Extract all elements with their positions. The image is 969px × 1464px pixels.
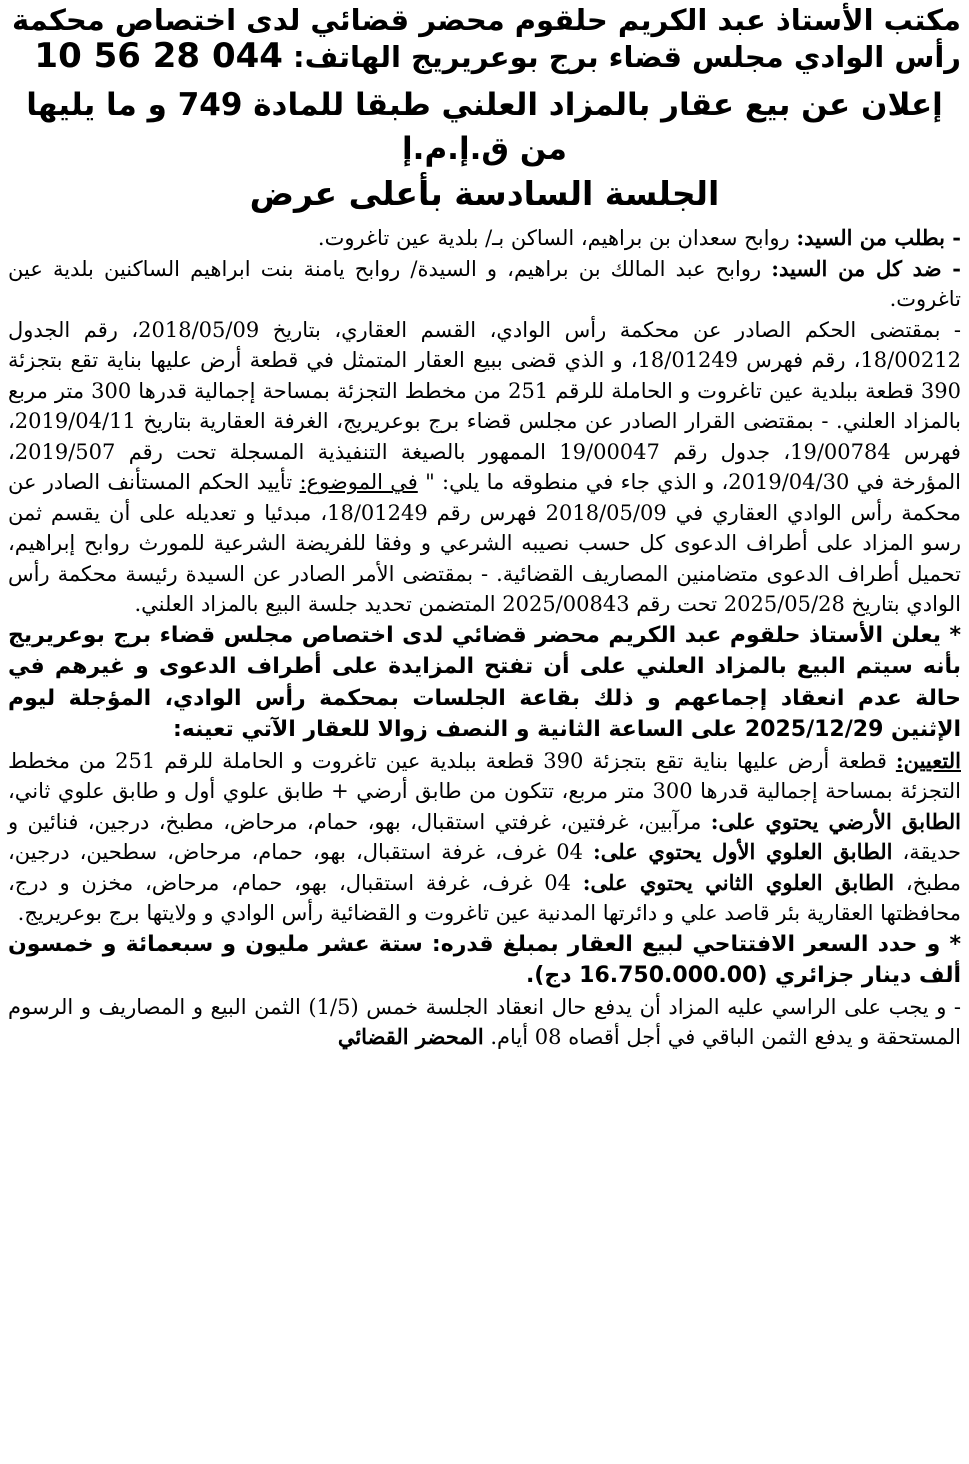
- second-floor-label: الطابق العلوي الثاني يحتوي على:: [582, 869, 895, 895]
- recitals-paragraph: [8, 315, 961, 620]
- ground-floor-text: مرآبين، غرفتين، غرفتي استقبال، بهو، حمام، مرحاض، مطبخ، درجين، فنائين و حديقة،: [8, 809, 961, 864]
- against-label: - ضد كل من السيد:: [771, 255, 961, 281]
- signature: المحضر القضائي: [337, 1024, 484, 1049]
- against-line: [8, 254, 961, 315]
- payment-paragraph: [8, 992, 961, 1053]
- second-floor-text: 04 غرف، غرفة استقبال، بهو، حمام، مرحاض، مخزن و درج، محافظتها العقارية بئر قاصد علي و دائرتها المدنية عين تاغروت و القضائية رأس الوادي و ولايتها برج بوعريريج.: [8, 870, 961, 925]
- price-paragraph: * و حدد السعر الافتتاحي لبيع العقار بمبلغ قدره: ستة عشر مليون و سبعمائة و خمسون ألف دينار جزائري (16.750.000.00 دج).: [8, 931, 961, 988]
- designation-label: التعيين:: [895, 747, 961, 773]
- designation-paragraph: [8, 746, 961, 929]
- recitals-part1: - بمقتضى الحكم الصادر عن محكمة رأس الوادي، القسم العقاري، بتاريخ 2018/05/09، رقم الجدول 18/00212، رقم فهرس 18/01249، و الذي قضى ببيع العقار المتمثل في قطعة أرض عليها بناية تقع بتجزئة 390 قطعة ببلدية عين تاغروت و الحاملة للرقم 251 من مخطط التجزئة بمساحة إجمالية قدرها 300 متر مربع بالمزاد العلني. - بمقتضى القرار الصادر عن مجلس قضاء برج بوعريريج، الغرفة العقارية بتاريخ 2019/04/11، فهرس 19/00784، جدول رقم 19/00047 الممهور بالصيغة التنفيذية المسجلة تحت رقم 2019/507، المؤرخة في 2019/04/30، و الذي جاء في منطوقه ما يلي: ": [8, 317, 962, 494]
- office-line: مكتب الأستاذ عبد الكريم حلقوم محضر قضائي لدى اختصاص محكمة رأس الوادي مجلس قضاء برج بوعريريج الهاتف:: [12, 3, 961, 74]
- office-phone: 044 28 56 10: [34, 36, 283, 76]
- requester-label: - بطلب من السيد:: [796, 225, 961, 250]
- designation-text: قطعة أرض عليها بناية تقع بتجزئة 390 قطعة ببلدية عين تاغروت و الحاملة للرقم 251 من مخطط التجزئة بمساحة إجمالية قدرها 300 متر مربع، تتكون من طابق أرضي + طابق علوي أول و طابق علوي ثاني،: [8, 748, 961, 803]
- announcement-paragraph: * يعلن الأستاذ حلقوم عبد الكريم محضر قضائي لدى اختصاص مجلس قضاء برج بوعريريج بأنه سيتم البيع بالمزاد العلني على أن تفتح المزايدة على أطراف الدعوى و غيرهم في حالة عدم انعقاد إجماعهم و ذلك بقاعة الجلسات بمحكمة رأس الوادي، المؤجلة ليوم الإثنين 2025/12/29 على الساعة الثانية و النصف زوالا للعقار الآتي تعينه:: [8, 622, 961, 742]
- ground-floor-label: الطابق الأرضي يحتوي على:: [710, 808, 961, 834]
- notice-subtitle: الجلسة السادسة بأعلى عرض: [249, 174, 720, 213]
- first-floor-text: 04 غرف، غرفة استقبال، بهو، حمام، مرحاض، سطحين، درجين، مطبخ،: [8, 840, 961, 895]
- notice-title: إعلان عن بيع عقار بالمزاد العلني طبقا للمادة 749 و ما يليها من ق.إ.م.إ: [26, 87, 943, 167]
- office-header: [8, 2, 961, 75]
- requester-text: روابح سعدان بن براهيم، الساكن بـ/ بلدية عين تاغروت.: [317, 226, 790, 250]
- against-text: روابح عبد المالك بن براهيم، و السيدة/ روابح يامنة بنت ابراهيم الساكنين بلدية عين تاغروت.: [8, 256, 961, 311]
- in-subject-label: في الموضوع:: [299, 470, 418, 494]
- payment-text: - و يجب على الراسي عليه المزاد أن يدفع حال انعقاد الجلسة خمس (1/5) الثمن البيع و المصاريف و الرسوم المستحقة و يدفع الثمن الباقي في أجل أقصاه 08 أيام.: [8, 994, 962, 1049]
- requester-line: [8, 223, 961, 254]
- recitals-part2: تأييد الحكم المستأنف الصادر عن محكمة رأس الوادي العقاري في 2018/05/09 فهرس رقم 18/01249، مبدئيا و تعديله على أن يقسم ثمن رسو المزاد على أطراف الدعوى كل حسب نصيبه الشرعي و وفقا للفريضة الشرعية للمورث روابح إبراهيم، تحميل أطراف الدعوى متضامنين المصاريف القضائية. - بمقتضى الأمر الصادر عن السيدة رئيسة محكمة رأس الوادي بتاريخ 2025/05/28 تحت رقم 2025/00843 المتضمن تحديد جلسة البيع بالمزاد العلني.: [8, 470, 962, 616]
- first-floor-label: الطابق العلوي الأول يحتوي على:: [593, 839, 893, 864]
